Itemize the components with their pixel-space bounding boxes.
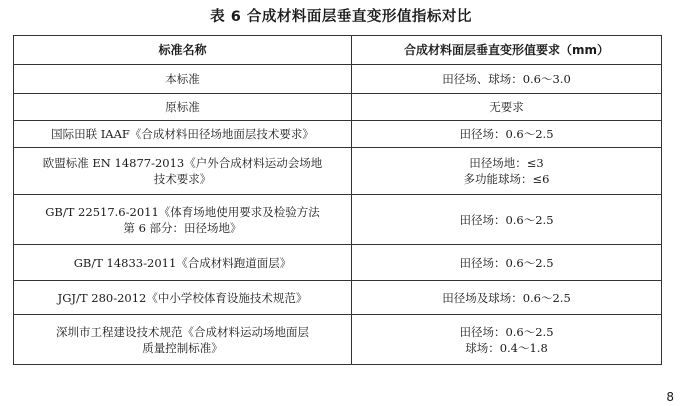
standard-cell <box>14 195 352 245</box>
standard-cell <box>14 121 352 148</box>
comparison-table <box>13 35 662 365</box>
table-row <box>14 281 662 315</box>
table-caption: 表 6 合成材料面层垂直变形值指标对比 <box>210 9 472 25</box>
cell-text: 欧盟标准 EN 14877-2013《户外合成材料运动会场地 <box>42 156 323 170</box>
page-number: 8 <box>666 390 674 404</box>
cell-text: 球场：0.4～1.8 <box>465 340 548 355</box>
requirement-cell <box>352 94 662 121</box>
cell-text: 田径场及球场：0.6～2.5 <box>442 290 571 305</box>
cell-text: 田径场：0.6～2.5 <box>459 255 554 270</box>
table-row <box>14 148 662 195</box>
header-standard-name: 标准名称 <box>14 36 352 65</box>
standard-cell <box>14 245 352 281</box>
requirement-cell <box>352 195 662 245</box>
cell-text: 田径场、球场：0.6～3.0 <box>442 72 571 86</box>
standard-cell <box>14 148 352 195</box>
standard-cell <box>14 94 352 121</box>
cell-text: 技术要求》 <box>153 172 212 186</box>
cell-text: 多功能球场：≤6 <box>463 172 550 186</box>
cell-text: 原标准 <box>165 100 200 114</box>
table-header-row <box>14 36 662 65</box>
requirement-cell <box>352 281 662 315</box>
cell-text: 第 6 部分：田径场地》 <box>123 220 242 235</box>
header-requirement: 合成材料面层垂直变形值要求（mm） <box>352 36 662 65</box>
requirement-cell <box>352 315 662 365</box>
requirement-cell <box>352 148 662 195</box>
cell-text: GB/T 14833-2011《合成材料跑道面层》 <box>73 255 292 270</box>
cell-text: 国际田联 IAAF《合成材料田径场地面层技术要求》 <box>51 127 314 141</box>
table-row <box>14 94 662 121</box>
cell-text: 质量控制标准》 <box>142 340 223 355</box>
standard-cell <box>14 281 352 315</box>
cell-text: 本标准 <box>165 72 200 86</box>
table-row <box>14 315 662 365</box>
table-row <box>14 65 662 94</box>
cell-text: 深圳市工程建设技术规范《合成材料运动场地面层 <box>56 324 309 339</box>
requirement-cell <box>352 65 662 94</box>
standard-cell <box>14 315 352 365</box>
requirement-cell <box>352 245 662 281</box>
cell-text: 田径场：0.6～2.5 <box>459 324 554 339</box>
requirement-cell <box>352 121 662 148</box>
table-row <box>14 121 662 148</box>
cell-text: 田径场：0.6～2.5 <box>459 212 554 227</box>
standard-cell <box>14 65 352 94</box>
cell-text: 田径场地：≤3 <box>469 156 544 170</box>
table-row <box>14 195 662 245</box>
cell-text: GB/T 22517.6-2011《体育场地使用要求及检验方法 <box>45 204 320 219</box>
table-row <box>14 245 662 281</box>
cell-text: 无要求 <box>489 100 524 114</box>
cell-text: JGJ/T 280-2012《中小学校体育设施技术规范》 <box>57 290 308 305</box>
cell-text: 田径场：0.6～2.5 <box>459 127 554 141</box>
